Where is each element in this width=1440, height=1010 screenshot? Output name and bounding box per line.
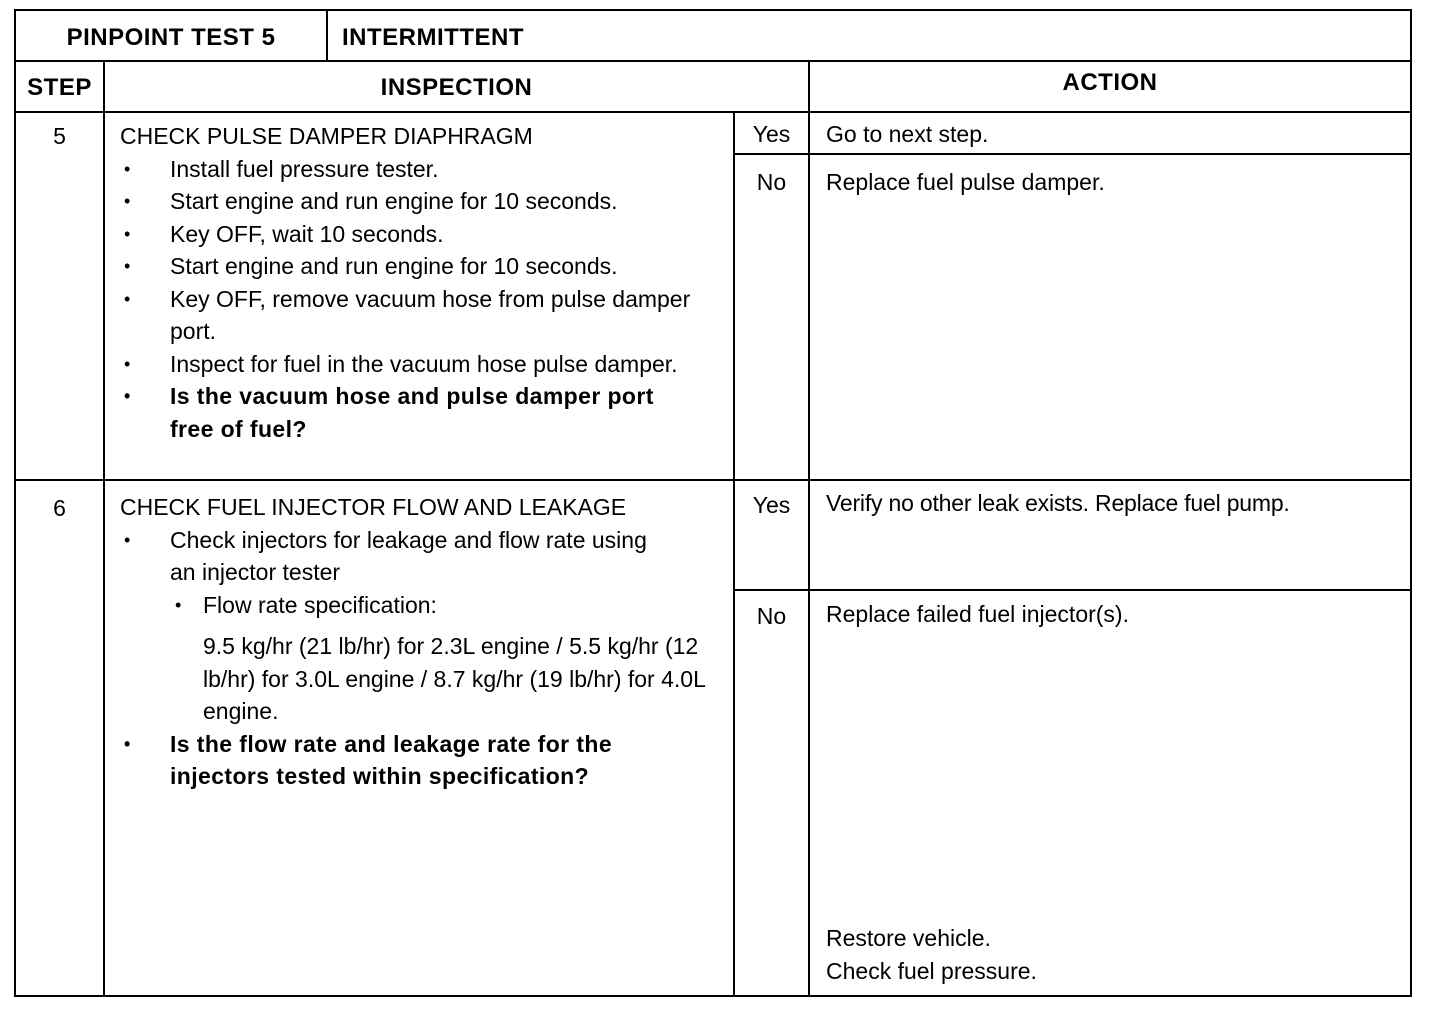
step-6-question-list — [120, 728, 732, 793]
step-number: 6 — [53, 495, 66, 521]
column-header-action: ACTION — [1062, 69, 1158, 96]
footer-line: Check fuel pressure. — [826, 957, 1037, 984]
no-action: Replace fuel pulse damper. — [826, 169, 1105, 195]
bullet-item: • Check injectors for leakage and flow rate using an injector tester — [120, 524, 732, 589]
bullet-item: • Key OFF, wait 10 seconds. — [120, 218, 732, 251]
no-label: No — [756, 603, 787, 629]
step-6-yes-no-divider — [734, 589, 1412, 591]
bullet-item: • Key OFF, remove vacuum hose from pulse damper port. — [120, 283, 732, 348]
test-label: PINPOINT TEST 5 — [66, 24, 276, 51]
step-title: CHECK FUEL INJECTOR FLOW AND LEAKAGE — [120, 494, 627, 520]
row-divider — [14, 479, 1412, 481]
yes-action: Go to next step. — [826, 121, 989, 147]
column-header-divider — [14, 111, 1412, 113]
step-number: 5 — [53, 123, 66, 149]
step-column-divider — [103, 61, 105, 997]
step-6-sub-bullets — [120, 589, 732, 622]
sub-bullet-item: • Flow rate specification: — [170, 589, 732, 622]
step-6-bullets — [120, 524, 732, 589]
yes-label: Yes — [752, 121, 791, 147]
no-label: No — [756, 169, 787, 195]
column-header-inspection: INSPECTION — [380, 74, 533, 101]
step-5-bullets — [120, 153, 732, 446]
step-6-inspection — [120, 491, 732, 793]
yes-action: Verify no other leak exists. Replace fuel pump. — [826, 490, 1290, 516]
flow-rate-specification: 9.5 kg/hr (21 lb/hr) for 2.3L engine / 5.5 kg/hr (12 lb/hr) for 3.0L engine / 8.7 kg/hr (19 lb/hr) for 4.0L engine. — [203, 633, 706, 724]
bullet-item: • Start engine and run engine for 10 seconds. — [120, 250, 732, 283]
footer-line: Restore vehicle. — [826, 925, 991, 951]
header-divider — [14, 60, 1412, 62]
step-question: • Is the vacuum hose and pulse damper port free of fuel? — [120, 380, 732, 445]
step-question: • Is the flow rate and leakage rate for the injectors tested within specification? — [120, 728, 732, 793]
restore-instructions — [826, 922, 1406, 987]
bullet-item: • Inspect for fuel in the vacuum hose pulse damper. — [120, 348, 732, 381]
step-5-inspection — [120, 120, 732, 445]
action-column-divider — [808, 61, 810, 997]
column-header-step: STEP — [27, 74, 92, 101]
yes-label: Yes — [752, 492, 791, 518]
test-name: INTERMITTENT — [342, 24, 524, 51]
title-vertical-divider — [326, 9, 328, 61]
step-5-yes-no-divider — [734, 153, 1412, 155]
yesno-column-divider — [733, 112, 735, 997]
step-title: CHECK PULSE DAMPER DIAPHRAGM — [120, 123, 533, 149]
no-action: Replace failed fuel injector(s). — [826, 601, 1129, 627]
bullet-item: • Start engine and run engine for 10 seconds. — [120, 185, 732, 218]
bullet-item: • Install fuel pressure tester. — [120, 153, 732, 186]
